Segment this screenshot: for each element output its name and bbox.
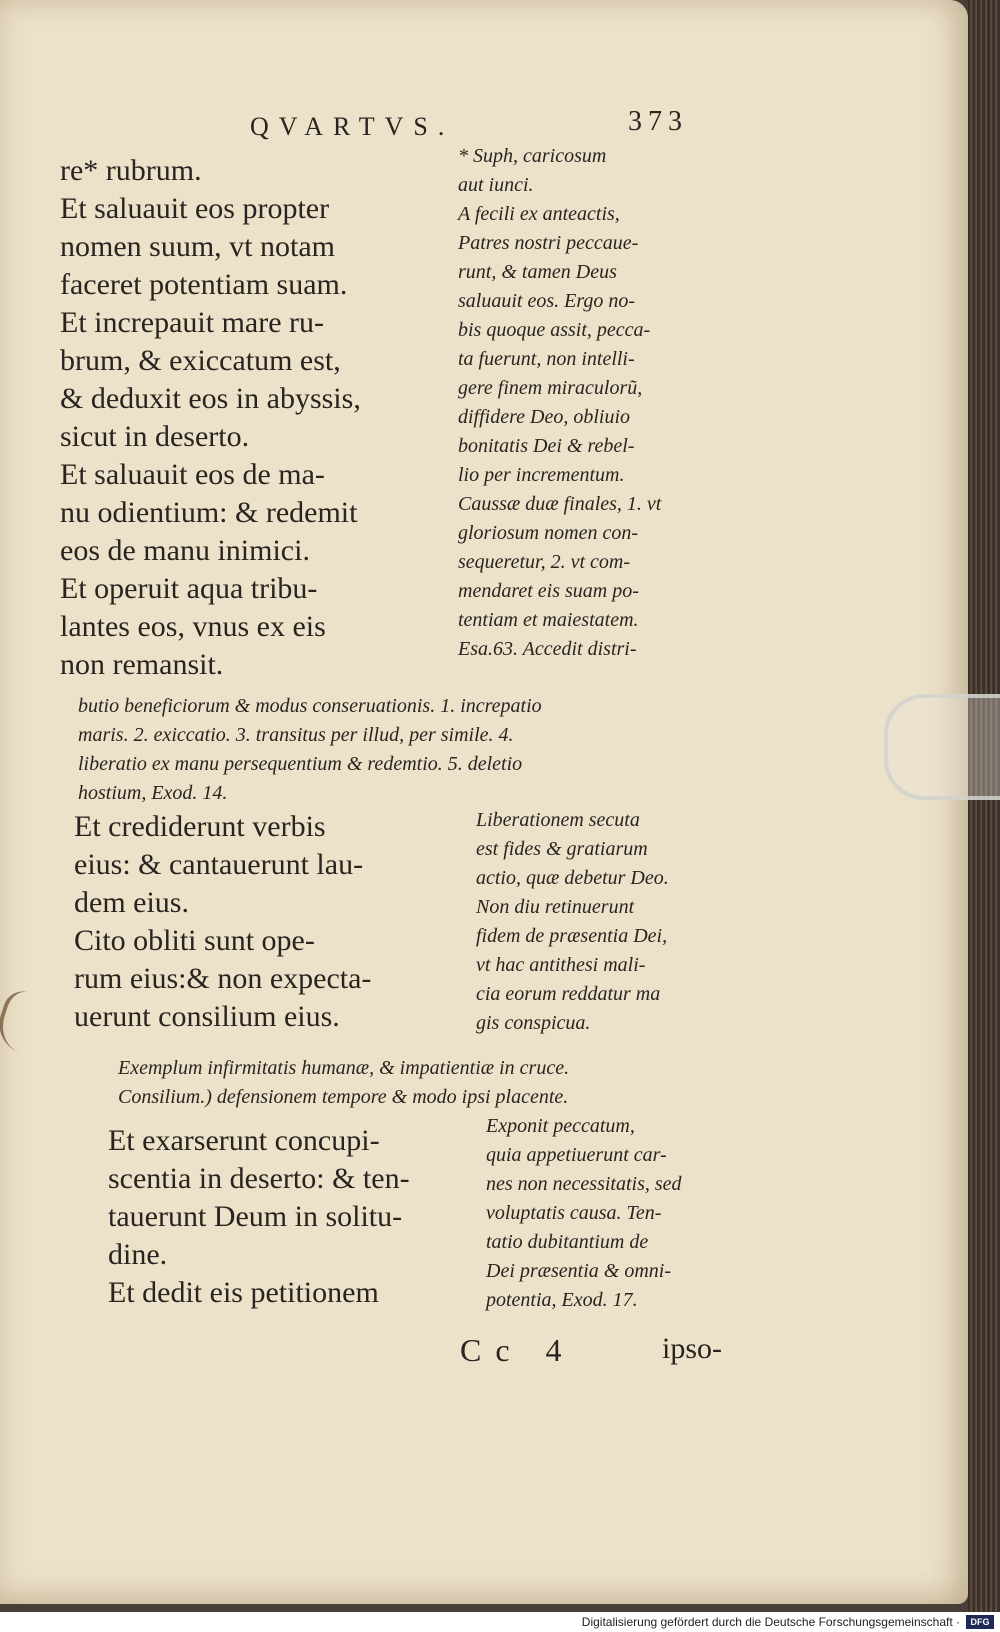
- signature-mark: Cc 4: [460, 1332, 576, 1368]
- text-line: Liberationem secuta: [476, 809, 640, 831]
- full-width-gloss-1: [78, 692, 542, 808]
- text-line: Patres nostri peccaue-: [458, 232, 639, 254]
- digitization-footer: [0, 1612, 1000, 1632]
- text-line: vt hac antithesi mali-: [476, 954, 646, 976]
- marginal-gloss-3: [486, 1112, 682, 1315]
- text-line: gis conspicua.: [476, 1012, 591, 1034]
- funding-notice: Digitalisierung gefördert durch die Deutsche Forschungsgemeinschaft ·: [581, 1615, 960, 1629]
- text-line: Dei præsentia & omni-: [486, 1260, 671, 1282]
- text-line: Exemplum infirmitatis humanæ, & impatientiæ in cruce.: [118, 1057, 570, 1079]
- text-line: tauerunt Deum in solitu-: [108, 1200, 403, 1233]
- text-line: lio per incrementum.: [458, 464, 625, 486]
- marginal-gloss-2: [476, 806, 669, 1038]
- text-line: quia appetiuerunt car-: [486, 1144, 667, 1166]
- text-line: liberatio ex manu persequentium & redemtio. 5. deletio: [78, 753, 523, 775]
- text-line: saluauit eos. Ergo no-: [458, 290, 636, 312]
- book-fore-edge: [968, 0, 1000, 1612]
- text-line: Et increpauit mare ru-: [60, 306, 325, 339]
- main-text-block-1: [60, 152, 361, 684]
- text-line: Caussæ duæ finales, 1. vt: [458, 493, 662, 515]
- text-line: Exponit peccatum,: [486, 1115, 635, 1137]
- text-line: bis quoque assit, pecca-: [458, 319, 651, 341]
- text-line: Non diu retinuerunt: [476, 896, 635, 918]
- text-line: hostium, Exod. 14.: [78, 782, 228, 804]
- text-line: * Suph, caricosum: [458, 145, 607, 167]
- main-text-block-2: [74, 808, 371, 1036]
- text-line: fidem de præsentia Dei,: [476, 925, 668, 947]
- text-line: diffidere Deo, obliuio: [458, 406, 631, 428]
- text-line: nes non necessitatis, sed: [486, 1173, 682, 1195]
- text-line: sicut in deserto.: [60, 420, 250, 453]
- text-line: Et saluauit eos de ma-: [60, 458, 325, 491]
- text-line: dine.: [108, 1238, 168, 1271]
- text-line: A fecili ex anteactis,: [458, 203, 620, 225]
- page-number: 373: [628, 106, 688, 137]
- text-line: bonitatis Dei & rebel-: [458, 435, 635, 457]
- text-line: lantes eos, vnus ex eis: [60, 610, 326, 643]
- text-line: faceret potentiam suam.: [60, 268, 348, 301]
- text-line: actio, quæ debetur Deo.: [476, 867, 669, 889]
- text-line: potentia, Exod. 17.: [486, 1289, 638, 1311]
- text-line: tentiam et maiestatem.: [458, 609, 639, 631]
- text-line: dem eius.: [74, 886, 189, 919]
- text-line: butio beneficiorum & modus conseruationis. 1. increpatio: [78, 695, 542, 717]
- text-line: nu odientium: & redemit: [60, 496, 358, 529]
- text-line: gere finem miraculorũ,: [458, 377, 643, 399]
- text-line: maris. 2. exiccatio. 3. transitus per illud, per simile. 4.: [78, 724, 514, 746]
- catchword: ipso-: [662, 1332, 722, 1365]
- text-line: voluptatis causa. Ten-: [486, 1202, 662, 1224]
- text-line: scentia in deserto: & ten-: [108, 1162, 410, 1195]
- text-line: cia eorum reddatur ma: [476, 983, 661, 1005]
- text-line: est fides & gratiarum: [476, 838, 648, 860]
- text-line: Et saluauit eos propter: [60, 192, 330, 225]
- text-line: aut iunci.: [458, 174, 534, 196]
- text-line: tatio dubitantium de: [486, 1231, 649, 1253]
- text-line: nomen suum, vt notam: [60, 230, 335, 263]
- text-line: eos de manu inimici.: [60, 534, 310, 567]
- text-line: uerunt consilium eius.: [74, 1000, 340, 1033]
- text-line: Et exarserunt concupi-: [108, 1124, 380, 1157]
- text-line: & deduxit eos in abyssis,: [60, 382, 361, 415]
- main-text-block-3: [108, 1122, 410, 1312]
- ink-stain: [0, 986, 42, 1054]
- text-line: gloriosum nomen con-: [458, 522, 638, 544]
- dfg-logo: DFG: [966, 1615, 994, 1629]
- text-line: ta fuerunt, non intelli-: [458, 348, 635, 370]
- text-line: sequeretur, 2. vt com-: [458, 551, 630, 573]
- text-line: Et dedit eis petitionem: [108, 1276, 379, 1309]
- text-line: mendaret eis suam po-: [458, 580, 639, 602]
- text-line: Esa.63. Accedit distri-: [458, 638, 637, 660]
- text-line: Et operuit aqua tribu-: [60, 572, 318, 605]
- text-line: rum eius:& non expecta-: [74, 962, 372, 995]
- marginal-gloss-1: [458, 142, 661, 664]
- full-width-gloss-2: [118, 1054, 569, 1112]
- running-head: QVARTVS.: [250, 112, 455, 141]
- page-clip: [884, 694, 1000, 800]
- text-line: Consilium.) defensionem tempore & modo ipsi placente.: [118, 1086, 569, 1108]
- text-line: re* rubrum.: [60, 154, 202, 187]
- text-line: non remansit.: [60, 648, 224, 681]
- text-line: brum, & exiccatum est,: [60, 344, 341, 377]
- text-line: runt, & tamen Deus: [458, 261, 617, 283]
- text-line: Cito obliti sunt ope-: [74, 924, 315, 957]
- text-line: Et crediderunt verbis: [74, 810, 326, 843]
- text-line: eius: & cantauerunt lau-: [74, 848, 364, 881]
